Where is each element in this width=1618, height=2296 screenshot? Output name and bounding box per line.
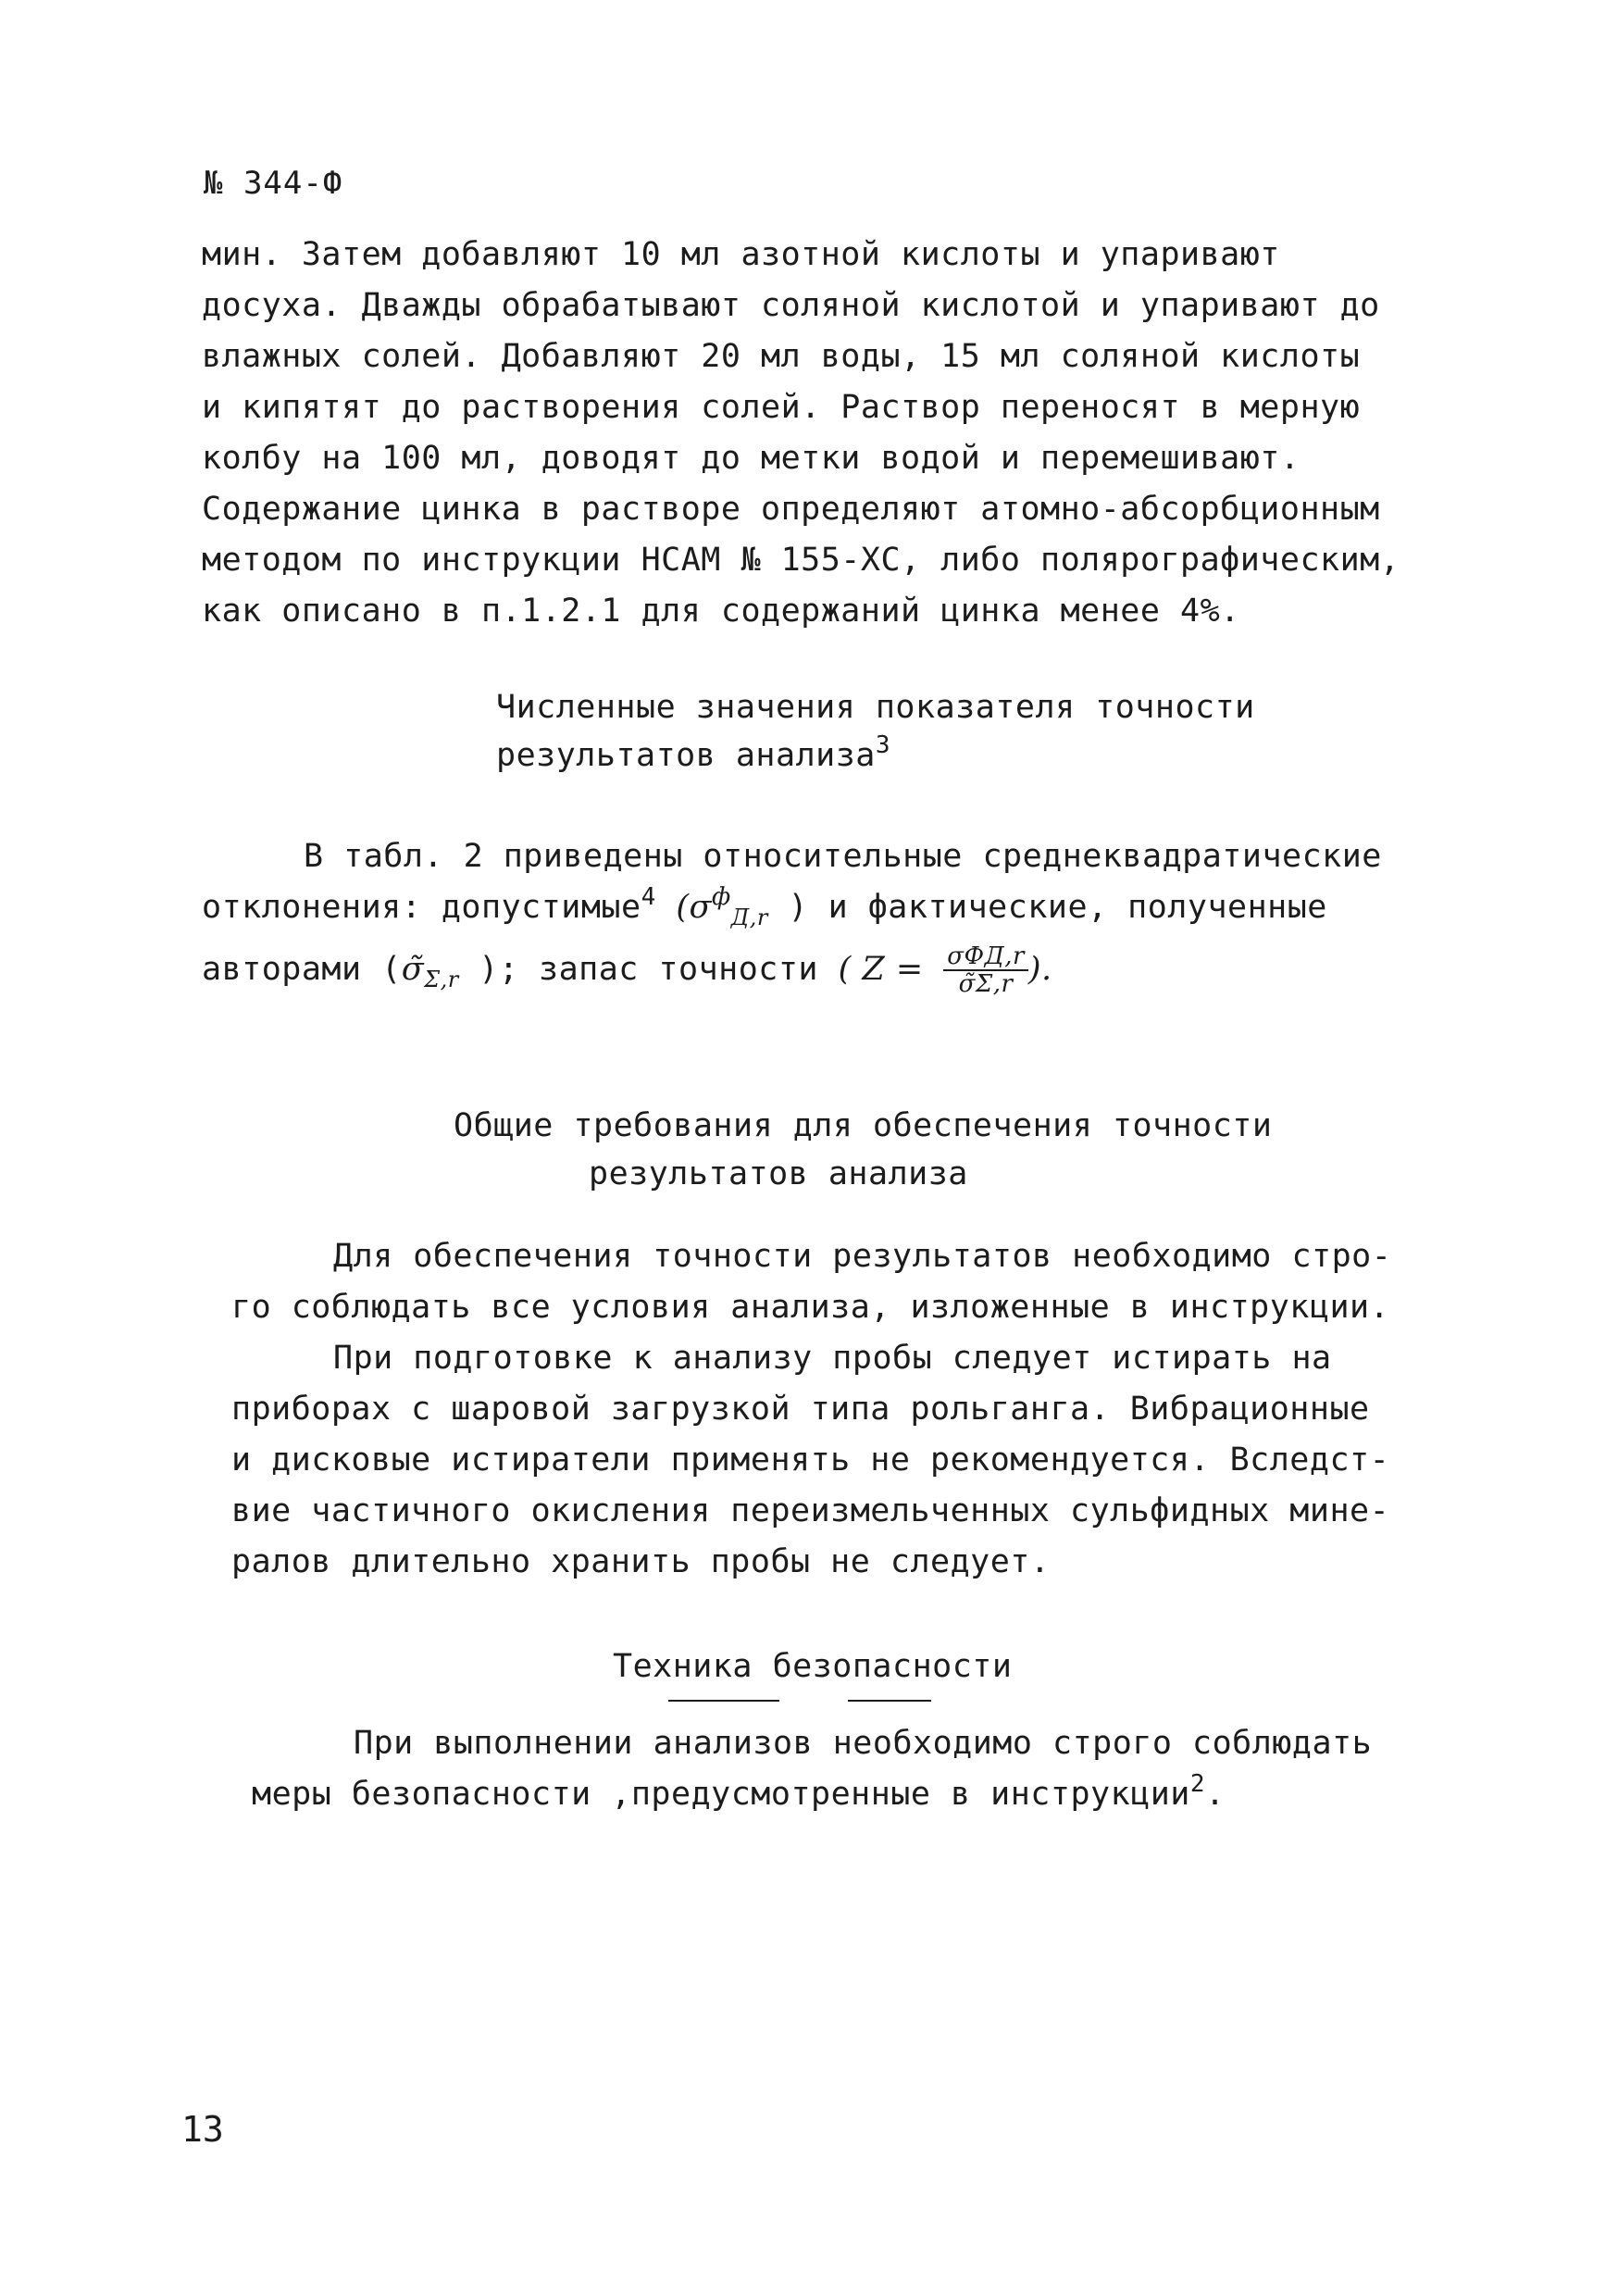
heading-line: [496, 731, 1255, 780]
paragraph-safety: [252, 1718, 1372, 1820]
text-line: как описано в п.1.2.1 для содержаний цинка менее 4%.: [202, 593, 1240, 630]
heading-line: Численные значения показателя точности: [496, 689, 1255, 726]
text-line: ралов длительно хранить пробы не следует.: [231, 1543, 1051, 1580]
text-line: мин. Затем добавляют 10 мл азотной кислоты и упаривают: [202, 236, 1280, 273]
fraction-denominator: σ̃Σ,r: [958, 970, 1014, 998]
text-line: [252, 1769, 1372, 1820]
footnote-ref: 2: [1189, 1770, 1206, 1798]
formula-end: ).: [1027, 951, 1052, 988]
page-number: 13: [181, 2109, 224, 2150]
text-line: колбу на 100 мл, доводят до метки водой и перемешивают.: [202, 440, 1301, 477]
text-line: го соблюдать все условия анализа, изложенные в инструкции.: [231, 1289, 1390, 1326]
heading-line: Общие требования для обеспечения точности: [454, 1107, 1273, 1144]
footnote-ref: 4: [641, 883, 656, 911]
paragraph-deviations: [202, 831, 1382, 1005]
heading-line: результатов анализа: [589, 1155, 968, 1192]
text-line: и кипятят до растворения солей. Раствор переносят в мерную: [202, 389, 1361, 426]
footnote-ref: 3: [875, 731, 891, 759]
fraction-numerator: σФД,r: [943, 943, 1028, 971]
text-fragment: меры безопасности ,предусмотренные в инструкции: [252, 1776, 1190, 1813]
symbol-superscript: ф: [711, 883, 731, 911]
text-fragment: ); запас точности: [479, 951, 819, 988]
heading-underline: [848, 1700, 931, 1702]
document-number: № 344-Ф: [204, 165, 343, 202]
text-fragment: отклонения: допустимые: [202, 889, 641, 926]
text-line: досуха. Дважды обрабатывают соляной кислотой и упаривают до: [202, 287, 1380, 324]
text-line: Для обеспечения точности результатов необходимо стро-: [333, 1238, 1392, 1275]
text-line: В табл. 2 приведены относительные среднеквадратические: [304, 838, 1382, 875]
text-line: методом по инструкции НСАМ № 155-ХС, либо полярографическим,: [202, 542, 1400, 579]
heading-text: результатов анализа: [496, 737, 876, 774]
text-fragment: ) и фактические, полученные: [788, 889, 1327, 926]
text-line: [202, 943, 1382, 1005]
section-heading-safety: Техника безопасности: [613, 1648, 1013, 1685]
sigma-tilde-symbol: σ̃: [401, 951, 425, 988]
text-fragment: авторами (: [202, 951, 402, 988]
text-line: и дисковые истиратели применять не рекомендуется. Вследст-: [231, 1441, 1390, 1479]
text-line: приборах с шаровой загрузкой типа рольганга. Вибрационные: [231, 1391, 1370, 1428]
heading-underline: [668, 1700, 779, 1702]
sigma-symbol: (σ: [676, 889, 712, 926]
text-fragment: .: [1205, 1776, 1226, 1813]
text-line: влажных солей. Добавляют 20 мл воды, 15 мл соляной кислоты: [202, 338, 1361, 375]
symbol-subscript: Σ,r: [424, 967, 459, 992]
text-line: Содержание цинка в растворе определяют атомно-абсорбционным: [202, 491, 1380, 528]
formula-lhs: ( Z =: [838, 951, 924, 988]
section-heading-general-requirements: [454, 1102, 1272, 1198]
text-line: [202, 882, 1382, 943]
paragraph-requirements: [231, 1231, 1391, 1588]
text-line: При подготовке к анализу пробы следует истирать на: [333, 1340, 1332, 1377]
paragraph-sample-decomposition: [202, 230, 1400, 637]
text-line: При выполнении анализов необходимо строго соблюдать: [354, 1725, 1373, 1762]
text-line: вие частичного окисления переизмельченных сульфидных мине-: [231, 1492, 1390, 1529]
section-heading-accuracy-values: [496, 683, 1255, 780]
symbol-subscript: Д,r: [730, 905, 768, 930]
accuracy-margin-fraction: [943, 943, 1028, 997]
